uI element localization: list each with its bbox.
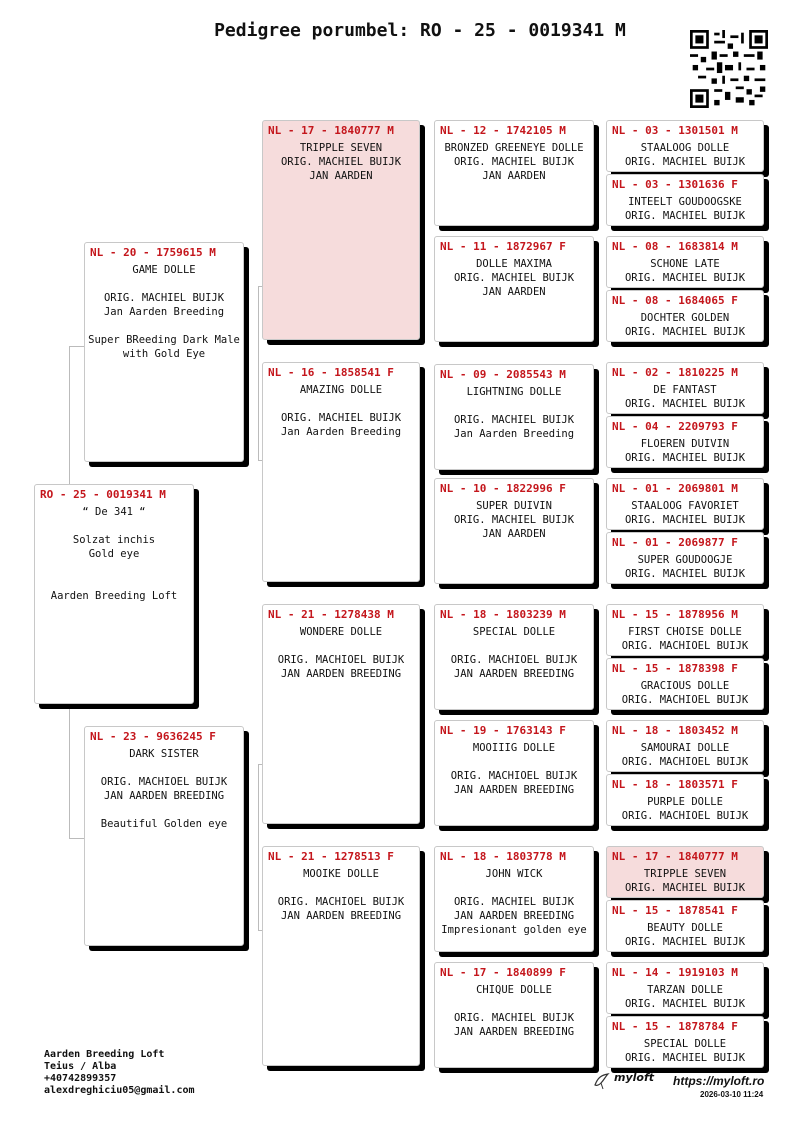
qr-code-icon [690,30,768,108]
page-title: Pedigree porumbel: RO - 25 - 0019341 M [214,20,626,41]
pigeon-details: TRIPPLE SEVEN ORIG. MACHIEL BUIJK JAN AARDEN [280,142,402,182]
connector-line [69,346,85,347]
pigeon-details: GRACIOUS DOLLE ORIG. MACHIOEL BUIJK [621,680,749,706]
pigeon-card-gen5-5 [606,362,764,414]
pigeon-card-gen5-8 [606,532,764,584]
connector-line [69,346,70,484]
ring-number: NL - 10 - 1822996 F [440,482,566,495]
ring-number: NL - 17 - 1840777 M [268,124,394,137]
pigeon-details: MOOIKE DOLLE ORIG. MACHIOEL BUIJK JAN AARDEN BREEDING [277,868,405,922]
ring-number: NL - 08 - 1684065 F [612,294,738,307]
pigeon-card-gen3-2 [262,362,420,582]
pigeon-card-gen5-16 [606,1016,764,1068]
ring-number: NL - 21 - 1278438 M [268,608,394,621]
ring-number: NL - 14 - 1919103 M [612,966,738,979]
connector-line [69,838,85,839]
pigeon-details: PURPLE DOLLE ORIG. MACHIOEL BUIJK [621,796,749,822]
ring-number: NL - 15 - 1878956 M [612,608,738,621]
pigeon-card-gen5-12 [606,774,764,826]
pigeon-card-gen4-3 [434,364,594,470]
pigeon-details: CHIQUE DOLLE ORIG. MACHIEL BUIJK JAN AARDEN BREEDING [453,984,575,1038]
loft-name: Aarden Breeding Loft [44,1049,165,1060]
pigeon-details: SPECIAL DOLLE ORIG. MACHIOEL BUIJK JAN AARDEN BREEDING [450,626,578,680]
pigeon-details: DOCHTER GOLDEN ORIG. MACHIEL BUIJK [624,312,746,338]
pigeon-details: TARZAN DOLLE ORIG. MACHIEL BUIJK [624,984,746,1010]
ring-number: NL - 23 - 9636245 F [90,730,216,743]
pigeon-details: LIGHTNING DOLLE ORIG. MACHIEL BUIJK Jan Aarden Breeding [453,386,575,440]
connector-line [69,708,70,838]
pigeon-card-gen4-7 [434,846,594,952]
pigeon-card-gen5-15 [606,962,764,1014]
owner-contact [44,1049,195,1097]
pigeon-details: WONDERE DOLLE ORIG. MACHIOEL BUIJK JAN AARDEN BREEDING [277,626,405,680]
pigeon-details: SCHONE LATE ORIG. MACHIEL BUIJK [624,258,746,284]
pigeon-card-gen5-14 [606,900,764,952]
pigeon-details: GAME DOLLE ORIG. MACHIEL BUIJK Jan Aarden Breeding Super BReeding Dark Male with Gold Eye [88,264,240,360]
ring-number: RO - 25 - 0019341 M [40,488,166,501]
pigeon-card-dam [84,726,244,946]
ring-number: NL - 17 - 1840899 F [440,966,566,979]
ring-number: NL - 09 - 2085543 M [440,368,566,381]
ring-number: NL - 03 - 1301501 M [612,124,738,137]
phone-number: +40742899357 [44,1073,117,1084]
pigeon-details: INTEELT GOUDOOGSKE ORIG. MACHIEL BUIJK [624,196,746,222]
pigeon-card-gen5-4 [606,290,764,342]
ring-number: NL - 17 - 1840777 M [612,850,738,863]
ring-number: NL - 18 - 1803571 F [612,778,738,791]
pigeon-card-gen5-2 [606,174,764,226]
pigeon-details: STAALOOG DOLLE ORIG. MACHIEL BUIJK [624,142,746,168]
bird-logo-icon [592,1071,612,1091]
pigeon-card-subject [34,484,194,704]
pigeon-details: BEAUTY DOLLE ORIG. MACHIEL BUIJK [624,922,746,948]
myloft-logo: myloft [614,1071,655,1084]
pigeon-card-gen4-5 [434,604,594,710]
pigeon-card-gen4-2 [434,236,594,342]
pigeon-details: “ De 341 “ Solzat inchis Gold eye Aarden Breeding Loft [50,506,178,602]
pigeon-card-gen5-13 [606,846,764,898]
pigeon-details: SAMOURAI DOLLE ORIG. MACHIOEL BUIJK [621,742,749,768]
ring-number: NL - 01 - 2069801 M [612,482,738,495]
pigeon-card-gen5-9 [606,604,764,656]
pigeon-details: FIRST CHOISE DOLLE ORIG. MACHIOEL BUIJK [621,626,749,652]
pigeon-card-gen3-4 [262,846,420,1066]
pigeon-card-gen3-3 [262,604,420,824]
pigeon-details: MOOIIIG DOLLE ORIG. MACHIOEL BUIJK JAN AARDEN BREEDING [450,742,578,796]
ring-number: NL - 20 - 1759615 M [90,246,216,259]
ring-number: NL - 19 - 1763143 F [440,724,566,737]
pigeon-card-sire [84,242,244,462]
ring-number: NL - 02 - 1810225 M [612,366,738,379]
pigeon-details: DE FANTAST ORIG. MACHIEL BUIJK [624,384,746,410]
pigeon-card-gen4-8 [434,962,594,1068]
pigeon-details: STAALOOG FAVORIET ORIG. MACHIEL BUIJK [624,500,746,526]
ring-number: NL - 15 - 1878541 F [612,904,738,917]
pigeon-card-gen4-4 [434,478,594,584]
loft-location: Teius / Alba [44,1061,117,1072]
pigeon-card-gen5-7 [606,478,764,530]
timestamp: 2026-03-10 11:24 [700,1090,764,1099]
ring-number: NL - 18 - 1803452 M [612,724,738,737]
connector-line [258,764,259,930]
pigeon-card-gen4-1 [434,120,594,226]
ring-number: NL - 18 - 1803239 M [440,608,566,621]
pigeon-details: JOHN WICK ORIG. MACHIEL BUIJK JAN AARDEN BREEDING Impresionant golden eye [441,868,587,936]
pigeon-card-gen3-1 [262,120,420,340]
ring-number: NL - 08 - 1683814 M [612,240,738,253]
ring-number: NL - 01 - 2069877 F [612,536,738,549]
pigeon-details: BRONZED GREENEYE DOLLE ORIG. MACHIEL BUIJK JAN AARDEN [444,142,584,182]
ring-number: NL - 15 - 1878784 F [612,1020,738,1033]
pigeon-details: AMAZING DOLLE ORIG. MACHIEL BUIJK Jan Aarden Breeding [280,384,402,438]
pigeon-card-gen5-11 [606,720,764,772]
pigeon-details: DOLLE MAXIMA ORIG. MACHIEL BUIJK JAN AARDEN [453,258,575,298]
pigeon-details: DARK SISTER ORIG. MACHIOEL BUIJK JAN AARDEN BREEDING Beautiful Golden eye [100,748,228,830]
pigeon-card-gen5-6 [606,416,764,468]
connector-line [258,286,259,460]
site-link[interactable]: https://myloft.ro [673,1074,765,1088]
pigeon-details: FLOEREN DUIVIN ORIG. MACHIEL BUIJK [624,438,746,464]
ring-number: NL - 04 - 2209793 F [612,420,738,433]
ring-number: NL - 18 - 1803778 M [440,850,566,863]
pigeon-details: SUPER DUIVIN ORIG. MACHIEL BUIJK JAN AARDEN [453,500,575,540]
pigeon-details: SUPER GOUDOOGJE ORIG. MACHIEL BUIJK [624,554,746,580]
ring-number: NL - 11 - 1872967 F [440,240,566,253]
pigeon-card-gen4-6 [434,720,594,826]
pigeon-card-gen5-1 [606,120,764,172]
pigeon-card-gen5-3 [606,236,764,288]
email-address: alexdreghiciu05@gmail.com [44,1085,195,1096]
ring-number: NL - 21 - 1278513 F [268,850,394,863]
pigeon-details: TRIPPLE SEVEN ORIG. MACHIEL BUIJK [624,868,746,894]
pigeon-details: SPECIAL DOLLE ORIG. MACHIEL BUIJK [624,1038,746,1064]
ring-number: NL - 15 - 1878398 F [612,662,738,675]
ring-number: NL - 16 - 1858541 F [268,366,394,379]
pigeon-card-gen5-10 [606,658,764,710]
ring-number: NL - 12 - 1742105 M [440,124,566,137]
ring-number: NL - 03 - 1301636 F [612,178,738,191]
